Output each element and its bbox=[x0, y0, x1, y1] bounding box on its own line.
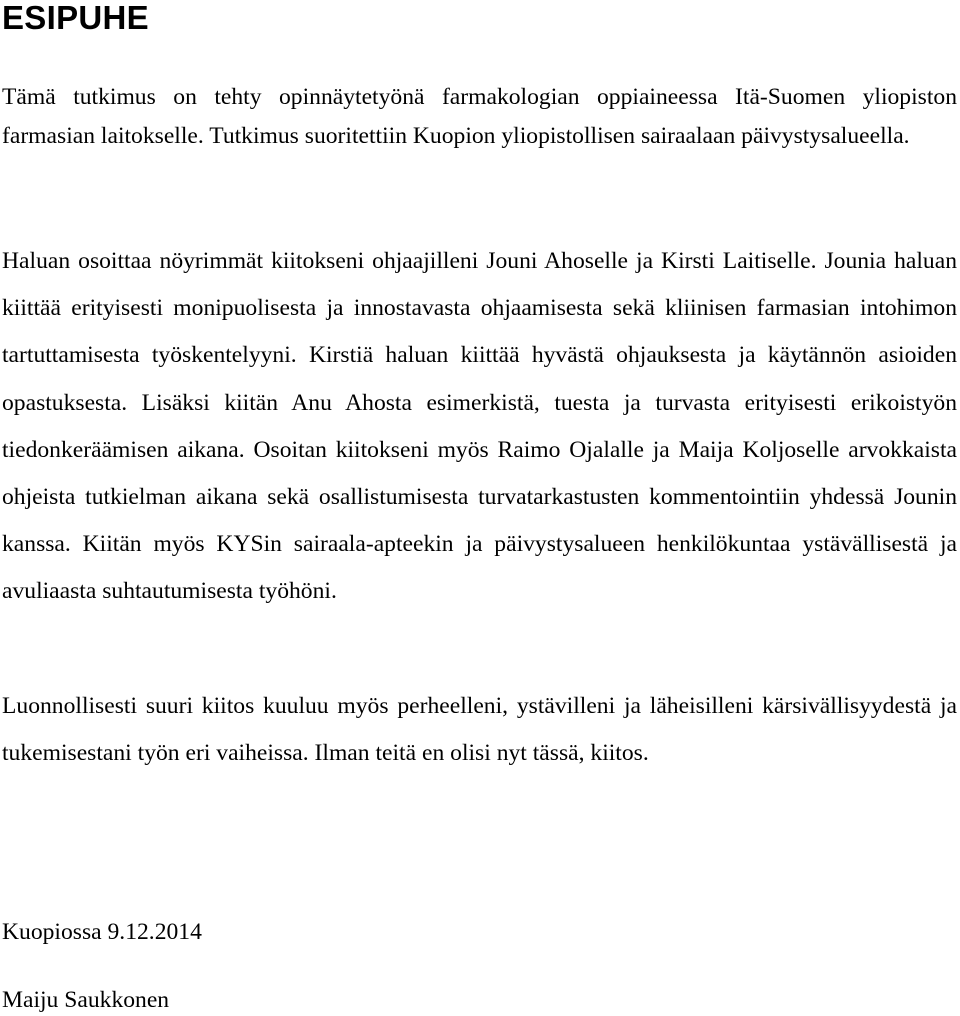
page-title: ESIPUHE bbox=[2, 0, 149, 36]
paragraph-intro: Tämä tutkimus on tehty opinnäytetyönä farmakologian oppiaineessa Itä-Suomen yliopiston farmasian laitokselle. Tutkimus suoritettiin Kuopion yliopistollisen sairaalaan päivystysalueella. bbox=[2, 84, 957, 149]
paragraph-family-thanks: Luonnollisesti suuri kiitos kuuluu myös perheelleni, ystävilleni ja läheisilleni kärsivällisyydestä ja tukemisestani työn eri vaiheissa. Ilman teitä en olisi nyt tässä, kiitos. bbox=[2, 693, 957, 767]
paragraph-acknowledgements: Haluan osoittaa nöyrimmät kiitokseni ohjaajilleni Jouni Ahoselle ja Kirsti Laitiselle. Jounia haluan kiittää erityisesti monipuolisesta ja innostavasta ohjaamisesta sekä kliinisen farmasian intohimon tartuttamisesta työskentelyyni. Kirstiä haluan kiittää hyvästä ohjauksesta ja käytännön asioiden opastuksesta. Lisäksi kiitän Anu Ahosta esimerkistä, tuesta ja turvasta erityisesti erikoistyön tiedonkeräämisen aikana. Osoitan kiitokseni myös Raimo Ojalalle ja Maija Koljoselle arvokkaista ohjeista tutkielman aikana sekä osallistumisesta turvatarkastusten kommentointiin yhdessä Jounin kanssa. Kiitän myös KYSin sairaala-apteekin ja päivystysalueen henkilökuntaa ystävällisestä ja avuliaasta suhtautumisesta työhöni. bbox=[2, 248, 957, 605]
place-and-date: Kuopiossa 9.12.2014 bbox=[2, 919, 202, 945]
author-name: Maiju Saukkonen bbox=[2, 987, 170, 1013]
